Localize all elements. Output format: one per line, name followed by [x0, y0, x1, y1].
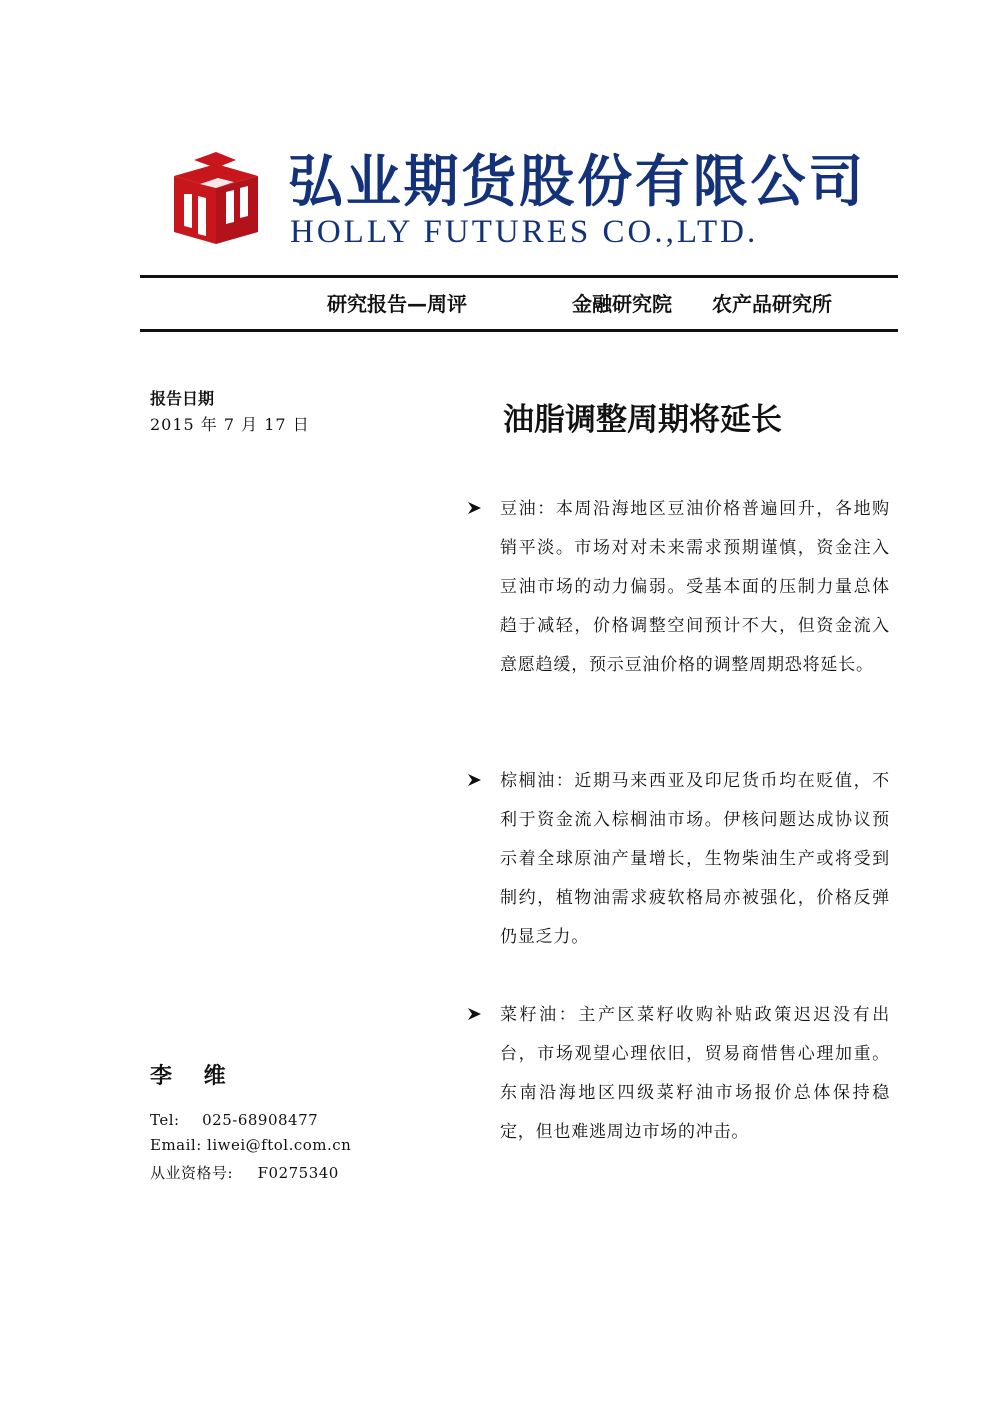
report-date: 2015 年 7 月 17 日 [150, 415, 310, 434]
company-logo-icon [170, 150, 262, 246]
report-date-label: 报告日期 [150, 389, 215, 408]
author-phone [150, 1111, 318, 1129]
department: 金融研究院 [572, 292, 672, 316]
phone-label: Tel: [150, 1111, 180, 1129]
license-value: F0275340 [257, 1164, 339, 1182]
summary-text: 豆油：本周沿海地区豆油价格普遍回升，各地购销平淡。市场对对未来需求预期谨慎，资金注入豆油市场的动力偏弱。受基本面的压制力量总体趋于减轻，价格调整空间预计不大，但资金流入意愿趋缓，预示豆油价格的调整周期恐将延长。 [500, 499, 890, 675]
summary-text: 菜籽油：主产区菜籽收购补贴政策迟迟没有出台，市场观望心理依旧，贸易商惜售心理加重。东南沿海地区四级菜籽油市场报价总体保持稳定，但也难逃周边市场的冲击。 [500, 1005, 890, 1142]
summary-text: 棕榈油：近期马来西亚及印尼货币均在贬值，不利于资金流入棕榈油市场。伊核问题达成协议预示着全球原油产量增长，生物柴油生产或将受到制约，植物油需求疲软格局亦被强化，价格反弹仍显乏力。 [500, 771, 890, 947]
sub-department: 农产品研究所 [712, 292, 832, 316]
arrow-bullet-icon [466, 1006, 482, 1022]
author-license [150, 1162, 339, 1183]
summary-item [466, 496, 890, 736]
arrow-bullet-icon [466, 500, 482, 516]
company-name-en: HOLLY FUTURES CO.,LTD. [290, 214, 759, 250]
author-name: 李 维 [150, 1064, 238, 1089]
email-label: Email: [150, 1136, 202, 1154]
arrow-bullet-icon [466, 772, 482, 788]
company-name-cn: 弘业期货股份有限公司 [288, 150, 867, 215]
report-type: 研究报告—周评 [327, 292, 467, 316]
header-top-rule [140, 275, 898, 278]
report-title: 油脂调整周期将延长 [503, 402, 782, 438]
summary-item [466, 768, 890, 968]
summary-item [466, 1002, 890, 1162]
email-value: liwei@ftol.com.cn [207, 1136, 352, 1154]
phone-value: 025-68908477 [202, 1111, 319, 1129]
license-label: 从业资格号: [150, 1164, 234, 1182]
author-email [150, 1136, 351, 1154]
header-bottom-rule [140, 329, 898, 332]
